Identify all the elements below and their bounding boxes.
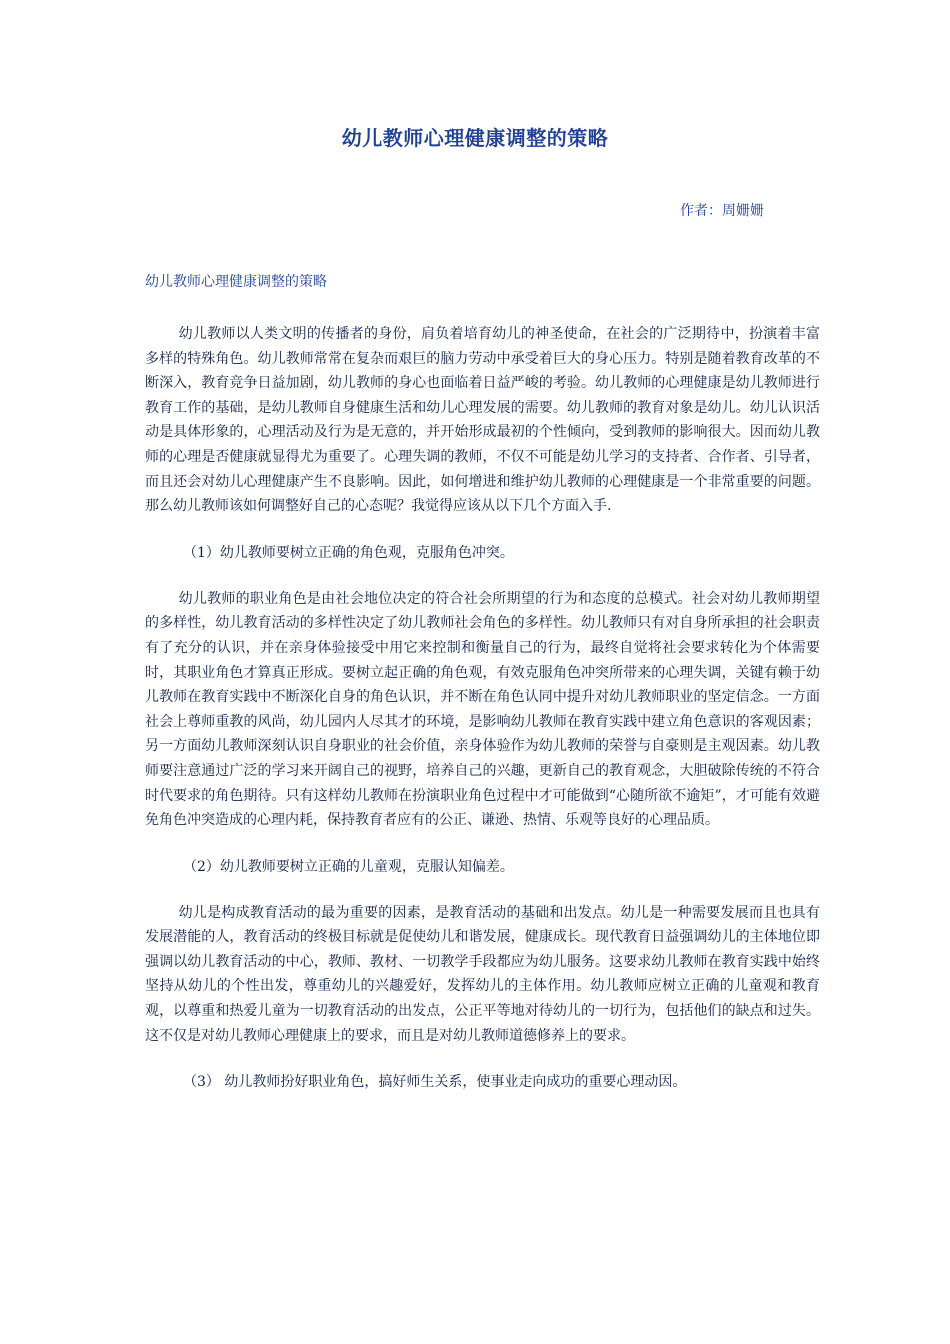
section-body-2: 幼儿是构成教育活动的最为重要的因素，是教育活动的基础和出发点。幼儿是一种需要发展而且也具有发展潜能的人，教育活动的终极目标就是促使幼儿和谐发展，健康成长。现代教育日益强调幼儿的主体地位即强调以幼儿教育活动的中心，教师、教材、一切教学手段都应为幼儿服务。这要求幼儿教师在教育实践中始终坚持从幼儿的个性出发，尊重幼儿的兴趣爱好，发挥幼儿的主体作用。幼儿教师应树立正确的儿童观和教育观，以尊重和热爱儿童为一切教育活动的出发点，公正平等地对待幼儿的一切行为，包括他们的缺点和过失。这不仅是对幼儿教师心理健康上的要求，而且是对幼儿教师道德修养上的要求。: [145, 904, 820, 1044]
document-title: 幼儿教师心理健康调整的策略: [341, 126, 609, 150]
section-body-1: 幼儿教师的职业角色是由社会地位决定的符合社会所期望的行为和态度的总模式。社会对幼儿教师期望的多样性，幼儿教育活动的多样性决定了幼儿教师社会角色的多样性。幼儿教师只有对自身所承担的社会职责有了充分的认识，并在亲身体验接受中用它来控制和衡量自己的行为，最终自觉将社会要求转化为个体需要时，其职业角色才算真正形成。要树立起正确的角色观，有效克服角色冲突所带来的心理失调，关键有赖于幼儿教师在教育实践中不断深化自身的角色认识，并不断在角色认同中提升对幼儿教师职业的坚定信念。一方面社会上尊师重教的风尚，幼儿园内人尽其才的环境，是影响幼儿教师在教育实践中建立角色意识的客观因素；另一方面幼儿教师深刻认识自身职业的社会价值，亲身体验作为幼儿教师的荣誉与自豪则是主观因素。幼儿教师要注意通过广泛的学习来开阔自己的视野，培养自己的兴趣，更新自己的教育观念，大胆破除传统的不符合时代要求的角色期待。只有这样幼儿教师在扮演职业角色过程中才可能做到“心随所欲不逾矩”，才可能有效避免角色冲突造成的心理内耗，保持教育者应有的公正、谦逊、热情、乐观等良好的心理品质。: [145, 590, 820, 829]
document-subtitle: 幼儿教师心理健康调整的策略: [145, 274, 327, 290]
intro-paragraph: 幼儿教师以人类文明的传播者的身份，肩负着培育幼儿的神圣使命，在社会的广泛期待中，扮演着丰富多样的特殊角色。幼儿教师常常在复杂而艰巨的脑力劳动中承受着巨大的身心压力。特别是随着教育改革的不断深入，教育竞争日益加剧，幼儿教师的身心也面临着日益严峻的考验。幼儿教师的心理健康是幼儿教师进行教育工作的基础，是幼儿教师自身健康生活和幼儿心理发展的需要。幼儿教师的教育对象是幼儿。幼儿认识活动是具体形象的，心理活动及行为是无意的，并开始形成最初的个性倾向，受到教师的影响很大。因而幼儿教师的心理是否健康就显得尤为重要了。心理失调的教师，不仅不可能是幼儿学习的支持者、合作者、引导者，而且还会对幼儿心理健康产生不良影响。因此，如何增进和维护幼儿教师的心理健康是一个非常重要的问题。那么幼儿教师该如何调整好自己的心态呢？我觉得应该从以下几个方面入手.: [145, 326, 820, 515]
author-line: 作者：周姗姗: [680, 203, 764, 219]
section-heading-2: （2）幼儿教师要树立正确的儿童观，克服认知偏差。: [183, 858, 514, 875]
section-heading-3: （3） 幼儿教师扮好职业角色，搞好师生关系，使事业走向成功的重要心理动因。: [183, 1074, 687, 1091]
document-body: [145, 270, 820, 1116]
section-heading-1: （1）幼儿教师要树立正确的角色观，克服角色冲突。: [183, 544, 514, 561]
